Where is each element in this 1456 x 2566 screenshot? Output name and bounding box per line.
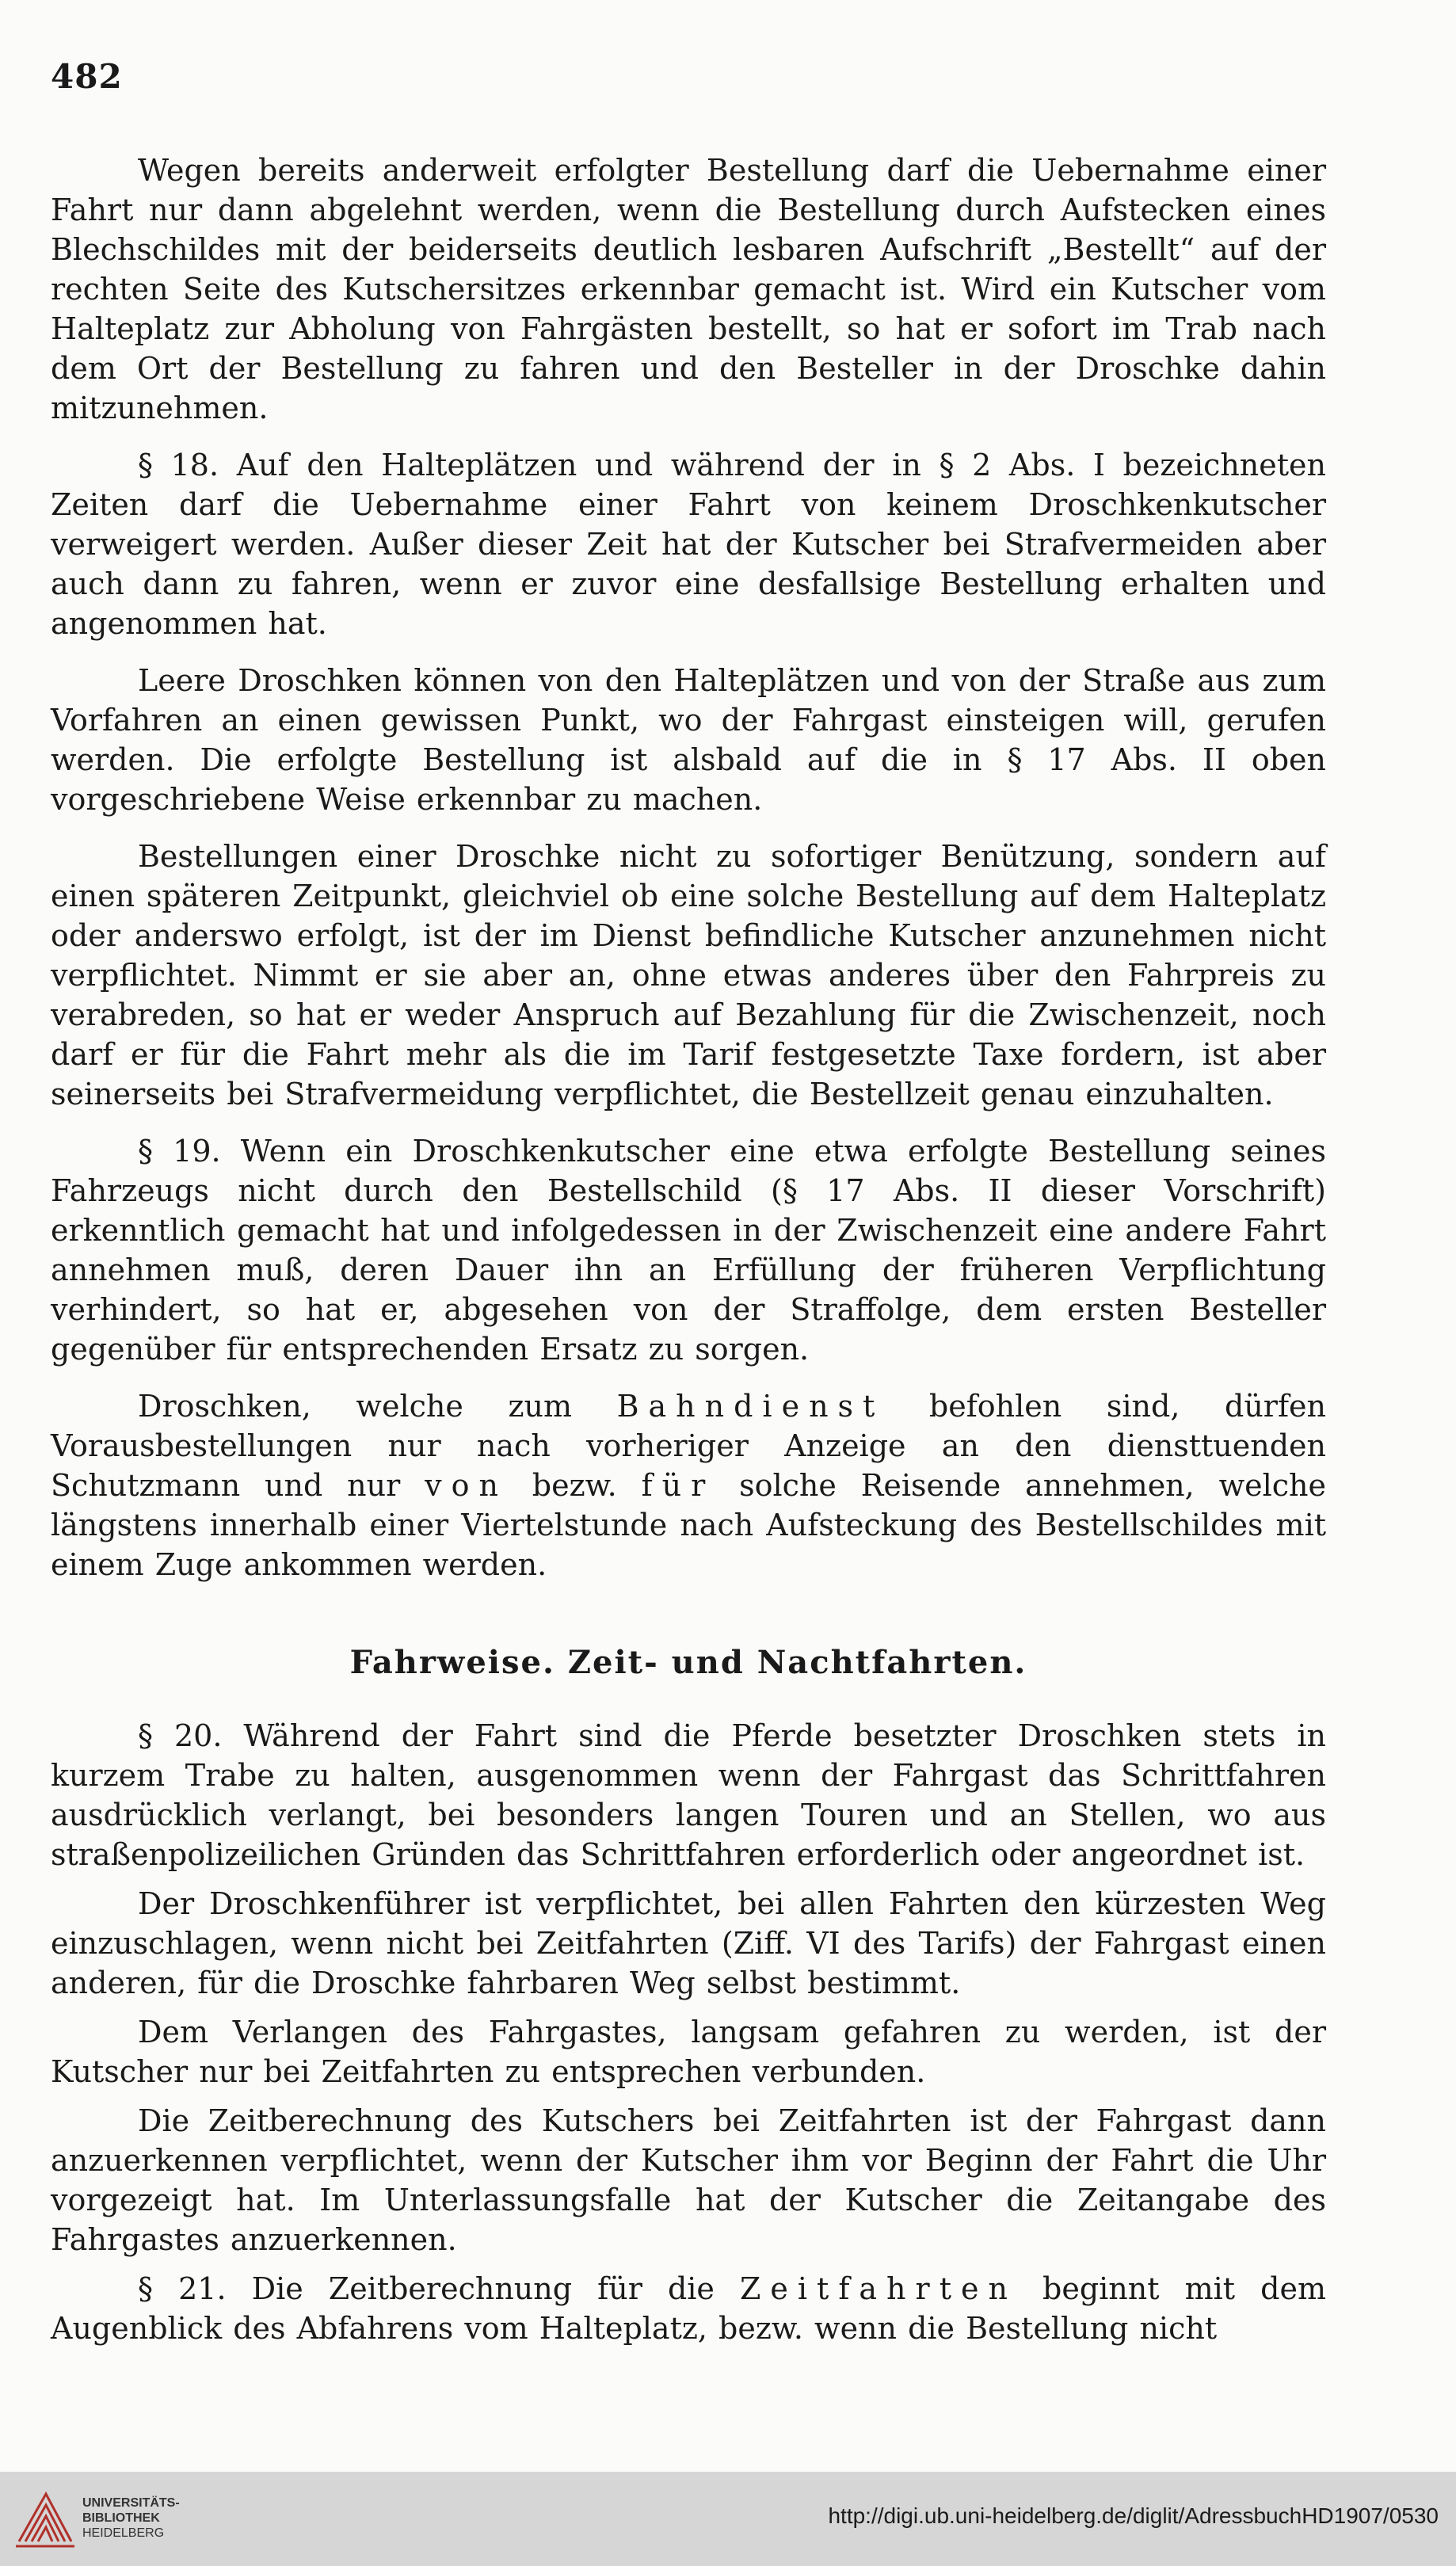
paragraph-section-20: § 20. Während der Fahrt sind die Pferde besetzter Droschken stets in kurzem Trabe zu halten, ausgenommen wenn der Fahrgast das Schrittfahren ausdrücklich verlangt, bei besonders langen Touren und an Stellen, wo aus straßenpolizeilichen Gründen das Schrittfahren erforderlich oder angeordnet ist. — [51, 1718, 1326, 1872]
paragraph — [51, 1386, 1326, 1584]
paragraph-section-18: § 18. Auf den Halteplätzen und während der in § 2 Abs. I bezeichneten Zeiten darf die Uebernahme einer Fahrt von keinem Droschkenkutscher verweigert werden. Außer dieser Zeit hat der Kutscher bei Strafvermeiden aber auch dann zu fahren, wenn er zuvor eine desfallsige Bestellung erhalten und angenommen hat. — [51, 448, 1326, 641]
text-run: befohlen sind, dürfen Vorausbestellungen nur nach vorheriger Anzeige an den diensttuenden Schutzmann und nur — [51, 1389, 1326, 1503]
paragraph-section-21 — [51, 2269, 1326, 2348]
footer-bar — [0, 2472, 1456, 2566]
paragraph-section-19: § 19. Wenn ein Droschkenkutscher eine etwa erfolgte Bestellung seines Fahrzeugs nicht durch den Bestellschild (§ 17 Abs. II dieser Vorschrift) erkenntlich gemacht hat und infolgedessen in der Zwischenzeit eine andere Fahrt annehmen muß, deren Dauer ihn an Erfüllung der früheren Verpflichtung verhindert, so hat er, abgesehen von der Straffolge, dem ersten Besteller gegenüber für entsprechenden Ersatz zu sorgen. — [51, 1134, 1326, 1367]
source-url[interactable]: http://digi.ub.uni-heidelberg.de/diglit/AdressbuchHD1907/0530 — [828, 2503, 1439, 2528]
library-name-line: HEIDELBERG — [82, 2526, 165, 2540]
body-text — [51, 151, 1326, 2358]
text-run: Droschken, welche zum — [138, 1389, 617, 1424]
spaced-emphasis: für — [641, 1468, 715, 1503]
page-number: 482 — [51, 57, 123, 96]
spaced-emphasis: Bahndienst — [616, 1389, 885, 1424]
spaced-emphasis: von — [425, 1468, 508, 1503]
paragraph: Wegen bereits anderweit erfolgter Bestellung darf die Uebernahme einer Fahrt nur dann abgelehnt werden, wenn die Bestellung durch Aufstecken eines Blechschildes mit der beiderseits deutlich lesbaren Aufschrift „Bestellt“ auf der rechten Seite des Kutschersitzes erkennbar gemacht ist. Wird ein Kutscher vom Halteplatz zur Abholung von Fahrgästen bestellt, so hat er sofort im Trab nach dem Ort der Bestellung zu fahren und den Besteller in der Droschke dahin mitzunehmen. — [51, 153, 1326, 425]
spaced-emphasis: Zeitfahrten — [740, 2271, 1017, 2306]
text-run: solche Reisende annehmen, welche längstens innerhalb einer Viertelstunde nach Aufsteckung des Bestellschildes mit einem Zuge ankommen werden. — [51, 1468, 1326, 1582]
paragraph: Bestellungen einer Droschke nicht zu sofortiger Benützung, sondern auf einen späteren Zeitpunkt, gleichviel ob eine solche Bestellung auf dem Halteplatz oder anderswo erfolgt, ist der im Dienst befindliche Kutscher anzunehmen nicht verpflichtet. Nimmt er sie aber an, ohne etwas anderes über den Fahrpreis zu verabreden, so hat er weder Anspruch auf Bezahlung für die Zwischenzeit, noch darf er für die Fahrt mehr als die im Tarif festgesetzte Taxe fordern, ist aber seinerseits bei Strafvermeidung verpflichtet, die Bestellzeit genau einzuhalten. — [51, 839, 1326, 1111]
library-name-line: UNIVERSITÄTS- — [82, 2496, 180, 2510]
library-seal-icon — [14, 2486, 76, 2553]
library-name — [82, 2495, 180, 2541]
text-run: beginnt mit dem Augenblick des Abfahrens vom Halteplatz, bezw. wenn die Bestellung nicht — [51, 2271, 1326, 2346]
text-run: bezw. — [507, 1468, 642, 1503]
library-name-line: BIBLIOTHEK — [82, 2511, 160, 2525]
paragraph: Dem Verlangen des Fahrgastes, langsam gefahren zu werden, ist der Kutscher nur bei Zeitfahrten zu entsprechen verbunden. — [51, 2015, 1326, 2089]
paragraph: Die Zeitberechnung des Kutschers bei Zeitfahrten ist der Fahrgast dann anzuerkennen verpflichtet, wenn der Kutscher ihm vor Beginn der Fahrt die Uhr vorgezeigt hat. Im Unterlassungsfalle hat der Kutscher die Zeitangabe des Fahrgastes anzuerkennen. — [51, 2103, 1326, 2257]
text-run: § 21. Die Zeitberechnung für die — [138, 2271, 741, 2306]
paragraph: Der Droschkenführer ist verpflichtet, bei allen Fahrten den kürzesten Weg einzuschlagen, wenn nicht bei Zeitfahrten (Ziff. VI des Tarifs) der Fahrgast einen anderen, für die Droschke fahrbaren Weg selbst bestimmt. — [51, 1886, 1326, 2000]
paragraph: Leere Droschken können von den Halteplätzen und von der Straße aus zum Vorfahren an einen gewissen Punkt, wo der Fahrgast einsteigen will, gerufen werden. Die erfolgte Bestellung ist alsbald auf die in § 17 Abs. II oben vorgeschriebene Weise erkennbar zu machen. — [51, 663, 1326, 817]
section-heading: Fahrweise. Zeit- und Nachtfahrten. — [349, 1644, 1027, 1681]
